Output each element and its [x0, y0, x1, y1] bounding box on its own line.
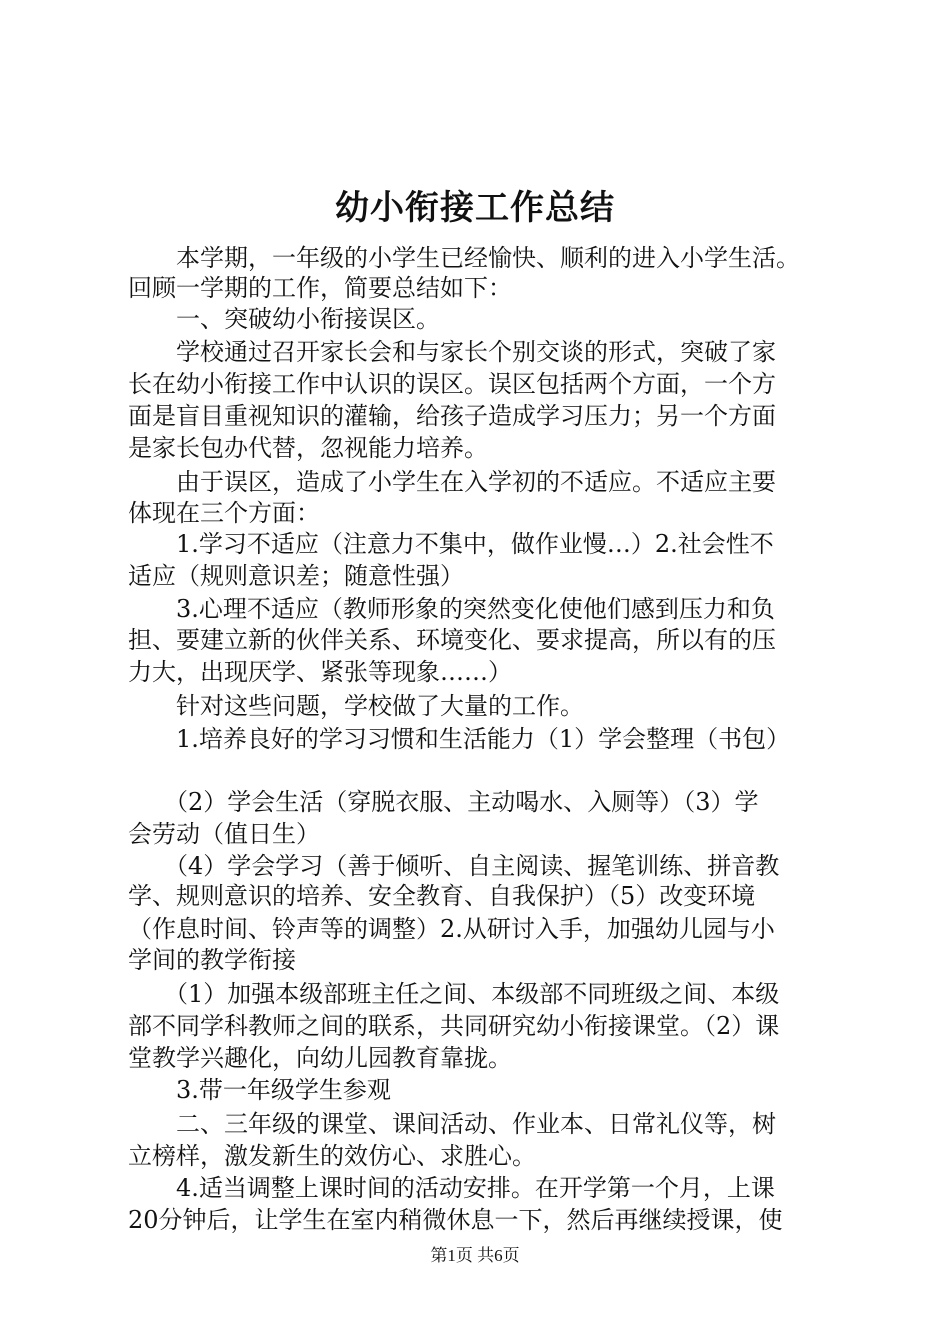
- paragraph-line: 4.适当调整上课时间的活动安排。在开学第一个月，上课: [128, 1174, 775, 1202]
- paragraph-line: 二、三年级的课堂、课间活动、作业本、日常礼仪等，树: [128, 1110, 776, 1138]
- paragraph-line: 立榜样，激发新生的效仿心、求胜心。: [128, 1142, 536, 1170]
- paragraph-line: （作息时间、铃声等的调整）2.从研讨入手，加强幼儿园与小: [128, 915, 775, 943]
- paragraph-line: 部不同学科教师之间的联系，共同研究幼小衔接课堂。（2）课: [128, 1012, 780, 1040]
- paragraph-line: 一、突破幼小衔接误区。: [128, 305, 440, 333]
- paragraph-line: （4）学会学习（善于倾听、自主阅读、握笔训练、拼音教: [128, 852, 780, 880]
- paragraph-line: 力大，出现厌学、紧张等现象……）: [128, 658, 512, 686]
- paragraph-line: 1.学习不适应（注意力不集中，做作业慢…）2.社会性不: [128, 530, 774, 558]
- paragraph-line: 学、规则意识的培养、安全教育、自我保护）（5）改变环境: [128, 882, 756, 910]
- paragraph-line: 本学期，一年级的小学生已经愉快、顺利的进入小学生活。: [128, 244, 800, 272]
- paragraph-line: 3.带一年级学生参观: [128, 1076, 391, 1104]
- page-footer: 第1页 共6页: [430, 1246, 520, 1265]
- paragraph-line: 3.心理不适应（教师形象的突然变化使他们感到压力和负: [128, 595, 775, 623]
- paragraph-line: （1）加强本级部班主任之间、本级部不同班级之间、本级: [128, 980, 780, 1008]
- paragraph-line: 长在幼小衔接工作中认识的误区。误区包括两个方面，一个方: [128, 370, 776, 398]
- paragraph-line: 面是盲目重视知识的灌输，给孩子造成学习压力；另一个方面: [128, 402, 776, 430]
- paragraph-line: 学校通过召开家长会和与家长个别交谈的形式，突破了家: [128, 338, 776, 366]
- paragraph-line: 堂教学兴趣化，向幼儿园教育靠拢。: [128, 1044, 512, 1072]
- paragraph-line: 体现在三个方面：: [128, 499, 320, 527]
- paragraph-line: （2）学会生活（穿脱衣服、主动喝水、入厕等）（3）学: [128, 788, 759, 816]
- paragraph-line: 20分钟后，让学生在室内稍微休息一下，然后再继续授课，使: [128, 1206, 783, 1234]
- paragraph-line: 1.培养良好的学习习惯和生活能力（1）学会整理（书包）: [128, 725, 791, 753]
- paragraph-line: 适应（规则意识差；随意性强）: [128, 562, 464, 590]
- paragraph-line: 担、要建立新的伙伴关系、环境变化、要求提高，所以有的压: [128, 626, 776, 654]
- document-title: 幼小衔接工作总结: [335, 188, 615, 228]
- paragraph-line: 是家长包办代替，忽视能力培养。: [128, 434, 488, 462]
- paragraph-line: 会劳动（值日生）: [128, 820, 320, 848]
- paragraph-line: 由于误区，造成了小学生在入学初的不适应。不适应主要: [128, 468, 776, 496]
- paragraph-line: 针对这些问题，学校做了大量的工作。: [128, 692, 584, 720]
- paragraph-line: 学间的教学衔接: [128, 946, 296, 974]
- paragraph-line: 回顾一学期的工作，简要总结如下：: [128, 274, 512, 302]
